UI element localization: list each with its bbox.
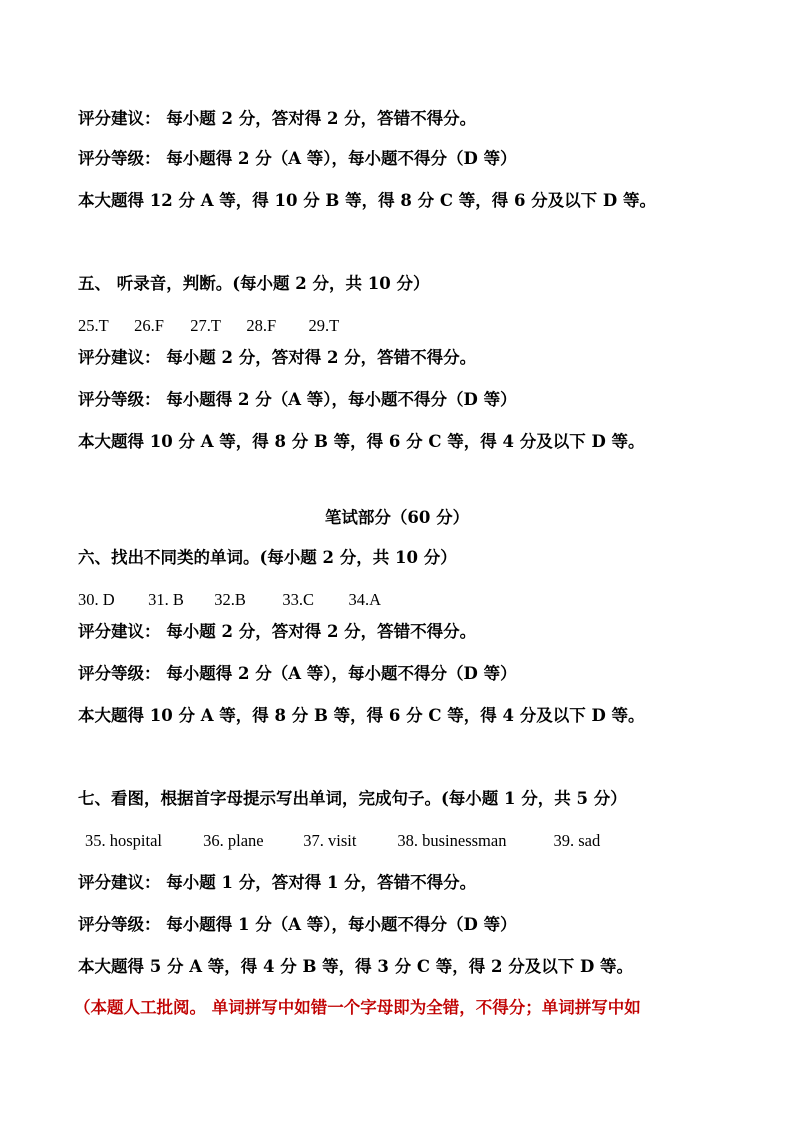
written-section-title: 笔试部分（60 分） (324, 508, 470, 527)
section-7-title: 七、看图，根据首字母提示写出单词，完成句子。(每小题 1 分，共 5 分） (78, 789, 627, 808)
scoring-total-1: 本大题得 12 分 A 等，得 10 分 B 等，得 8 分 C 等，得 6 分及以下 D 等。 (78, 191, 656, 210)
section-6-title: 六、找出不同类的单词。(每小题 2 分，共 10 分） (78, 548, 457, 567)
answer-item: 32.B (214, 590, 246, 609)
answer-item: 36. plane (203, 831, 264, 850)
scoring-grade-5: 评分等级： 每小题得 2 分（A 等），每小题不得分（D 等） (78, 390, 517, 409)
scoring-advice-6: 评分建议： 每小题 2 分，答对得 2 分，答错不得分。 (78, 622, 477, 641)
answer-item: 35. hospital (85, 831, 162, 850)
scoring-grade-6: 评分等级： 每小题得 2 分（A 等），每小题不得分（D 等） (78, 664, 517, 683)
answer-item: 38. businessman (397, 831, 507, 850)
answer-item: 26.F (134, 316, 164, 335)
scoring-total-5: 本大题得 10 分 A 等，得 8 分 B 等，得 6 分 C 等，得 4 分及以下 D 等。 (78, 432, 645, 451)
scoring-total-6: 本大题得 10 分 A 等，得 8 分 B 等，得 6 分 C 等，得 4 分及以下 D 等。 (78, 706, 645, 725)
scoring-grade-1: 评分等级： 每小题得 2 分（A 等），每小题不得分（D 等） (78, 149, 517, 168)
answer-item: 28.F (246, 316, 277, 335)
answer-item: 33.C (282, 590, 315, 609)
answer-item: 34.A (348, 590, 382, 609)
answer-item: 39. sad (553, 831, 601, 850)
section-5-title: 五、 听录音，判断。(每小题 2 分，共 10 分） (78, 274, 430, 293)
scoring-total-7: 本大题得 5 分 A 等，得 4 分 B 等，得 3 分 C 等，得 2 分及以下 D 等。 (78, 957, 634, 976)
answer-item: 30. D (78, 590, 115, 609)
answer-item: 29.T (308, 316, 340, 335)
section-7-answers (85, 830, 600, 852)
answer-item: 25.T (78, 316, 109, 335)
scoring-advice-7: 评分建议： 每小题 1 分，答对得 1 分，答错不得分。 (78, 873, 477, 892)
marking-note: （本题人工批阅。 单词拼写中如错一个字母即为全错，不得分；单词拼写中如 (74, 998, 641, 1017)
section-5-answers (78, 315, 339, 337)
answer-item: 31. B (148, 590, 184, 609)
scoring-advice-1: 评分建议： 每小题 2 分，答对得 2 分，答错不得分。 (78, 109, 477, 128)
scoring-advice-5: 评分建议： 每小题 2 分，答对得 2 分，答错不得分。 (78, 348, 477, 367)
section-6-answers (78, 589, 381, 611)
answer-item: 27.T (190, 316, 221, 335)
scoring-grade-7: 评分等级： 每小题得 1 分（A 等），每小题不得分（D 等） (78, 915, 517, 934)
answer-item: 37. visit (303, 831, 357, 850)
